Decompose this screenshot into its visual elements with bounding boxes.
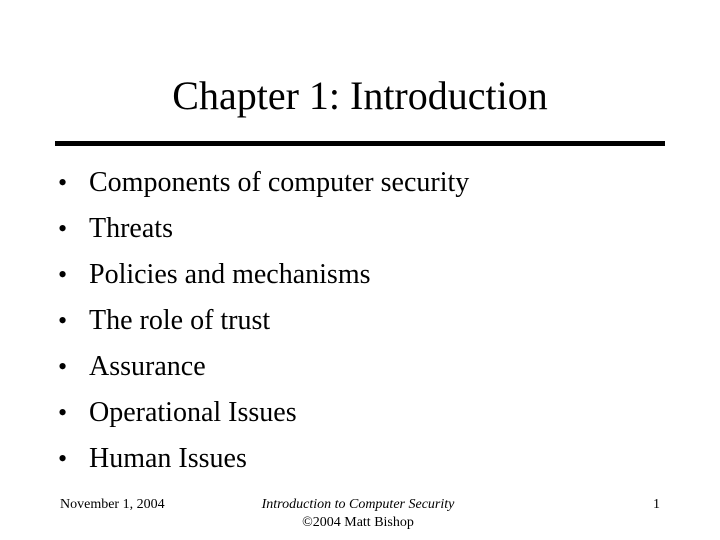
bullet-icon: •: [58, 168, 68, 197]
bullet-icon: •: [58, 260, 68, 289]
footer-date: November 1, 2004: [60, 497, 165, 512]
bullet-text: Operational Issues: [89, 397, 297, 428]
bullet-icon: •: [58, 352, 68, 381]
page-number: 1: [653, 497, 660, 512]
bullet-text: Policies and mechanisms: [89, 259, 371, 290]
list-item: [58, 206, 469, 252]
bullet-text: Components of computer security: [89, 167, 470, 198]
title-divider: [55, 141, 665, 146]
list-item: [58, 390, 469, 436]
bullet-text: The role of trust: [89, 305, 271, 336]
footer-center: [238, 496, 478, 532]
slide-title: Chapter 1: Introduction: [172, 73, 548, 118]
bullet-icon: •: [58, 398, 68, 427]
list-item: [58, 160, 469, 206]
list-item: [58, 436, 469, 482]
bullet-icon: •: [58, 444, 68, 473]
list-item: [58, 344, 469, 390]
bullet-icon: •: [58, 214, 68, 243]
bullet-text: Human Issues: [89, 443, 247, 474]
list-item: [58, 252, 469, 298]
bullet-text: Assurance: [89, 351, 206, 382]
bullet-list: [58, 160, 469, 482]
footer-course-title: Introduction to Computer Security: [261, 497, 455, 512]
footer-copyright: ©2004 Matt Bishop: [302, 515, 414, 530]
list-item: [58, 298, 469, 344]
bullet-icon: •: [58, 306, 68, 335]
bullet-text: Threats: [89, 213, 173, 244]
